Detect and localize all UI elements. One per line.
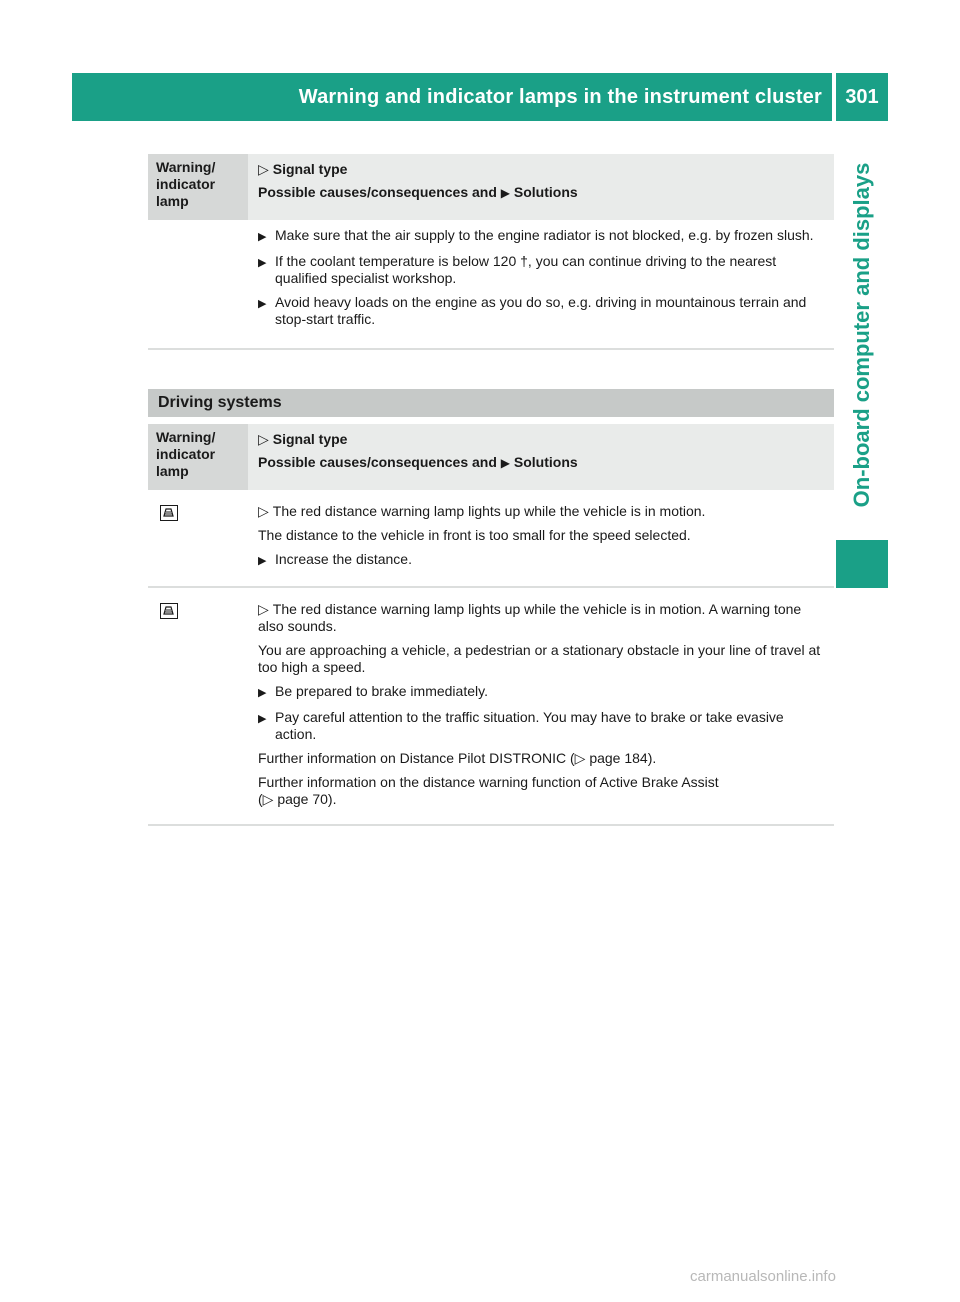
list-item	[258, 253, 828, 287]
signal-description: ▷ The red distance warning lamp lights up while the vehicle is in motion.	[258, 503, 706, 519]
lamp-cell	[148, 220, 248, 344]
lamp-cell	[148, 496, 248, 586]
list-item	[258, 683, 828, 702]
table-row	[148, 220, 834, 350]
column-header-lamp: Warning/ indicator lamp	[148, 424, 248, 490]
watermark: carmanualsonline.info	[690, 1268, 836, 1285]
arrow-right-icon: ▶	[500, 186, 511, 200]
info-cell	[248, 220, 834, 344]
table-header	[148, 424, 834, 490]
page-ref-triangle-icon: ▷	[262, 791, 278, 807]
running-header-title: Warning and indicator lamps in the instrument cluster	[298, 85, 822, 108]
table-row	[148, 588, 834, 826]
column-header-causes: Possible causes/consequences and	[258, 184, 497, 200]
table-driving-systems	[148, 424, 834, 826]
running-header	[72, 73, 832, 121]
arrow-right-icon: ▶	[258, 257, 267, 269]
bullet-text: If the coolant temperature is below 120 †, you can continue driving to the nearest qualified specialist workshop.	[275, 253, 777, 286]
column-header-signal: Signal type	[272, 161, 348, 177]
distance-warning-lamp-icon	[160, 505, 178, 521]
list-item	[258, 227, 828, 246]
column-header-lamp: Warning/ indicator lamp	[148, 154, 248, 220]
arrow-right-icon: ▶	[258, 298, 267, 310]
column-header-causes: Possible causes/consequences and	[258, 454, 497, 470]
arrow-right-icon: ▶	[258, 231, 267, 243]
list-item	[258, 551, 828, 570]
bullet-text: Increase the distance.	[275, 551, 412, 567]
side-tab-marker	[836, 540, 888, 588]
column-header-solutions: Solutions	[513, 454, 578, 470]
signal-description: ▷ The red distance warning lamp lights up while the vehicle is in motion. A warning tone also sounds.	[258, 601, 802, 634]
list-item	[258, 294, 828, 328]
column-header-solutions: Solutions	[513, 184, 578, 200]
side-tab-label: On-board computer and displays	[849, 162, 874, 508]
arrow-right-icon: ▶	[258, 555, 267, 567]
arrow-right-icon: ▶	[258, 687, 267, 699]
bullet-text: Avoid heavy loads on the engine as you do so, e.g. driving in mountainous terrain and stop-start traffic.	[275, 294, 807, 327]
column-header-info	[248, 154, 834, 220]
bullet-text: Pay careful attention to the traffic situation. You may have to brake or take evasive action.	[275, 709, 784, 742]
list-item	[258, 709, 828, 743]
column-header-info	[248, 424, 834, 490]
table-coolant	[148, 154, 834, 350]
signal-triangle-icon: ▷	[258, 601, 269, 617]
cause-text: You are approaching a vehicle, a pedestrian or a stationary obstacle in your line of travel at too high a speed.	[258, 642, 821, 675]
page-ref-triangle-icon: ▷	[574, 750, 590, 766]
page-ref-link[interactable]: page 70).	[277, 791, 337, 807]
further-info: Further information on Distance Pilot DISTRONIC (▷ page 184).	[258, 750, 657, 766]
table-row	[148, 490, 834, 588]
arrow-right-icon: ▶	[258, 713, 267, 725]
signal-triangle-icon: ▷	[258, 503, 269, 519]
bullet-text: Be prepared to brake immediately.	[275, 683, 488, 699]
page-ref-link[interactable]: page 184).	[589, 750, 657, 766]
arrow-right-icon: ▶	[500, 456, 511, 470]
column-header-signal: Signal type	[272, 431, 348, 447]
further-info: Further information on the distance warning function of Active Brake Assist (▷ page 70).	[258, 774, 719, 807]
distance-warning-lamp-icon	[160, 603, 178, 619]
section-title: Driving systems	[148, 389, 834, 417]
cause-text: The distance to the vehicle in front is too small for the speed selected.	[258, 527, 691, 543]
info-cell	[248, 496, 834, 586]
table-header	[148, 154, 834, 220]
signal-triangle-icon: ▷	[258, 161, 269, 177]
info-cell	[248, 594, 834, 824]
bullet-text: Make sure that the air supply to the engine radiator is not blocked, e.g. by frozen slush.	[275, 227, 814, 243]
page-number: 301	[836, 73, 888, 121]
lamp-cell	[148, 594, 248, 824]
signal-triangle-icon: ▷	[258, 431, 269, 447]
